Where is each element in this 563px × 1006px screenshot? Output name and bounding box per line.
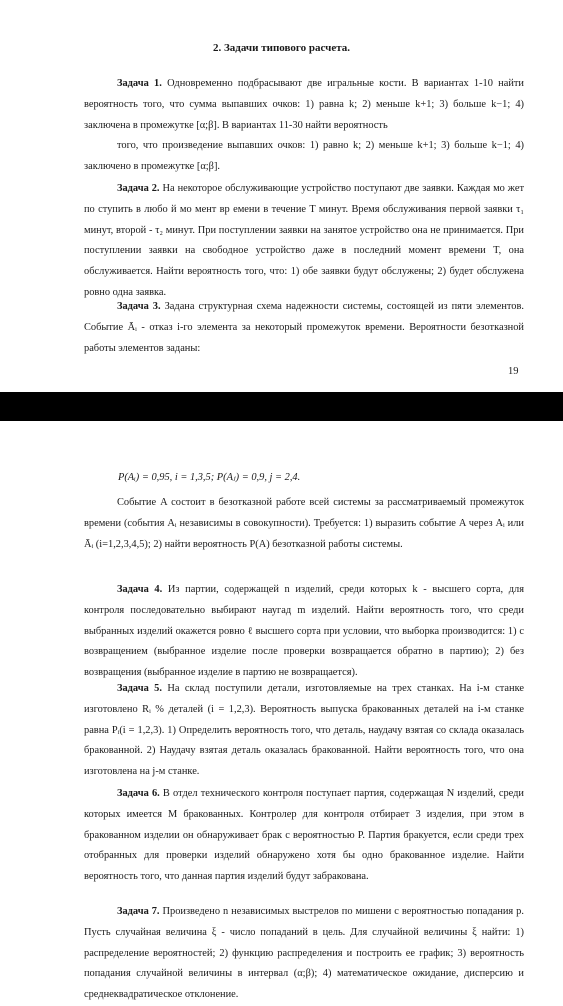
page-separator [0,392,563,421]
task-5 [84,679,524,783]
task-6-label: Задача 6. [117,788,160,799]
task-2 [84,179,524,304]
probability-formula: P(Aᵢ) = 0,95, i = 1,3,5; P(Aⱼ) = 0,9, j = 2,4. [118,472,301,483]
task-2-label: Задача 2. [117,183,160,194]
task-3 [84,297,524,359]
document-page-1 [0,0,563,392]
task-5-label: Задача 5. [117,683,162,694]
task-1-label: Задача 1. [117,78,162,89]
task-4 [84,580,524,684]
task-1-text-continued: того, что произведение выпавших очков: 1) равно k; 2) меньше k+1; 3) больше k−1; 4) заключено в промежутке [α;β]. [84,140,524,173]
task-6-text: В отдел технического контроля поступает партия, содержащая N изделий, среди которых имеется M бракованных. Контролер для контроля отбирает 3 изделия, при этом в бракованном изделии он обнаруживает брак с вероятностью P. Партия бракуется, если среди трех отобранных для проверки изделий обнаружено хотя бы одно бракованное изделие. Найти вероятность того, что данная партия изделий будут забракована. [84,788,524,883]
task-4-label: Задача 4. [117,584,163,595]
task-4-text: Из партии, содержащей n изделий, среди которых k - высшего сорта, для контроля последовательно выбирают наугад m изделий. Найти вероятность того, что среди выбранных изделий окажется ровно ℓ высшего сорта при условии, что выборка производится: 1) с возвращением (выбранное изделие после проверки возвращается обратно в партию); 2) без возвращения (выбранное изделие в партию не возвращается). [84,584,524,679]
section-title: 2. Задачи типового расчета. [212,42,351,54]
task-1 [84,74,524,178]
page-number: 19 [508,366,519,377]
task-3-text: Задана структурная схема надежности системы, состоящей из пяти элементов. Событие Āᵢ - отказ i-го элемента за некоторый промежуток времени. Вероятности безотказной работы элементов заданы: [84,301,524,354]
task-7-label: Задача 7. [117,906,160,917]
task-6 [84,784,524,888]
task-7-text: Произведено n независимых выстрелов по мишени с вероятностью попадания p. Пусть случайная величина ξ - число попаданий в цель. Для случайной величины ξ найти: 1) распределение вероятностей; 2) функцию распределения и построить ее график; 3) вероятность попадания случайной величины в интервал (α;β); 4) математическое ожидание, дисперсию и среднеквадратическое отклонение. [84,906,524,1001]
task-1-text: Одновременно подбрасывают две игральные кости. В вариантах 1-10 найти вероятность того, что сумма выпавших очков: 1) равна k; 2) меньше k+1; 3) больше k−1; 4) заключена в промежутке [α;β]. В вариантах 11-30 найти вероятность [84,78,524,131]
task-3-label: Задача 3. [117,301,161,312]
task-7 [84,902,524,1006]
task-2-text: На некоторое обслуживающие устройство поступают две заявки. Каждая мо жет по ступить в любо й мо мент вр емени в течение T минут. Время обслуживания первой заявки τ₁ минут, второй - τ₂ минут. При поступлении заявки на занятое устройство она не принимается. При поступлении заявки на свободное устройство даже в последний момент времени T, она обслуживается. Найти вероятность того, что: 1) обе заявки будут обслужены; 2) будет обслужена ровно одна заявка. [84,183,525,298]
event-description [84,493,524,555]
task-5-text: На склад поступили детали, изготовляемые на трех станках. На i-м станке изготовлено Rᵢ % деталей (i = 1,2,3). Вероятность выпуска бракованных деталей на i-м станке равна Pᵢ(i = 1,2,3). 1) Определить вероятность того, что деталь, наудачу взятая со склада оказалась бракованной. 2) Наудачу взятая деталь оказалась бракованной. Найти вероятность того, что она изготовлена на j-м станке. [84,683,524,778]
event-text: Событие A состоит в безотказной работе всей системы за рассматриваемый промежуток времени (события Aᵢ независимы в совокупности). Требуется: 1) выразить событие A через Aᵢ или Āᵢ (i=1,2,3,4,5); 2) найти вероятность P(A) безотказной работы системы. [84,497,524,550]
